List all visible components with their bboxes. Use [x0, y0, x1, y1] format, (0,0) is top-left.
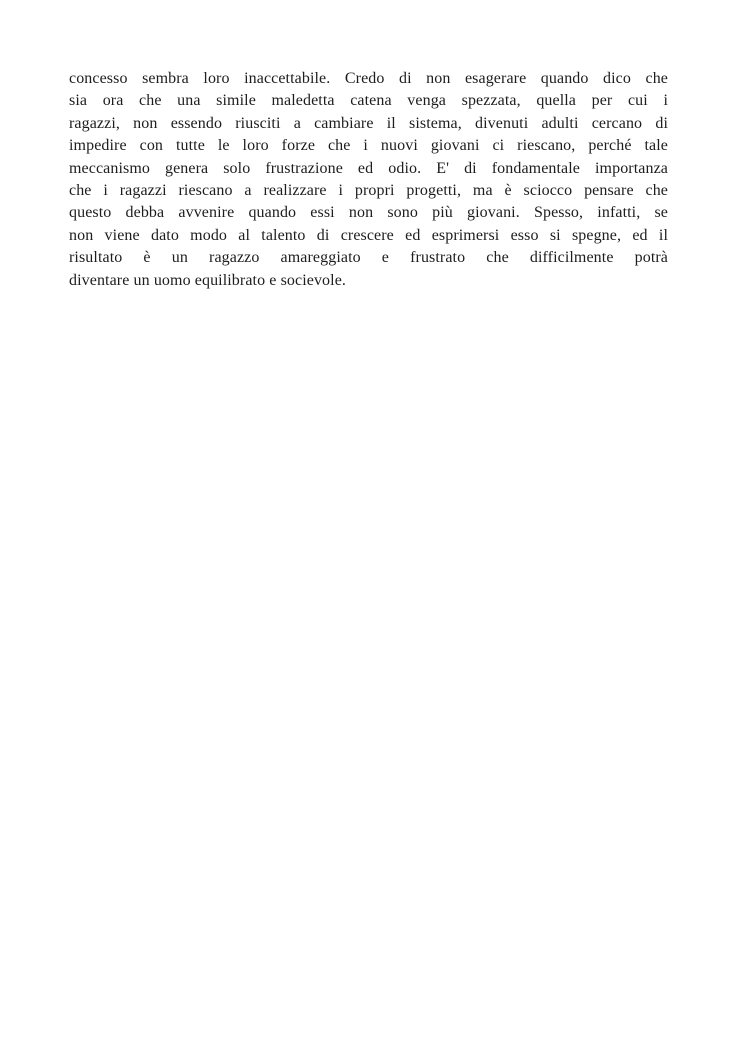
text-line: impedire con tutte le loro forze che i nuovi giovani ci riescano, perché tale [69, 137, 668, 155]
text-line: meccanismo genera solo frustrazione ed odio. E' di fondamentale importanza [69, 159, 668, 177]
text-line: che i ragazzi riescano a realizzare i propri progetti, ma è sciocco pensare che [69, 182, 668, 200]
text-line: sia ora che una simile maledetta catena venga spezzata, quella per cui i [69, 92, 668, 110]
text-line: concesso sembra loro inaccettabile. Credo di non esagerare quando dico che [69, 70, 668, 87]
text-line: questo debba avvenire quando essi non sono più giovani. Spesso, infatti, se [69, 204, 668, 222]
text-line: ragazzi, non essendo riusciti a cambiare il sistema, divenuti adulti cercano di [69, 114, 668, 132]
paragraph-block [69, 68, 668, 292]
text-line: diventare un uomo equilibrato e socievole. [69, 271, 347, 289]
text-line: non viene dato modo al talento di crescere ed esprimersi esso si spegne, ed il [69, 226, 668, 244]
text-line: risultato è un ragazzo amareggiato e frustrato che difficilmente potrà [69, 249, 668, 267]
